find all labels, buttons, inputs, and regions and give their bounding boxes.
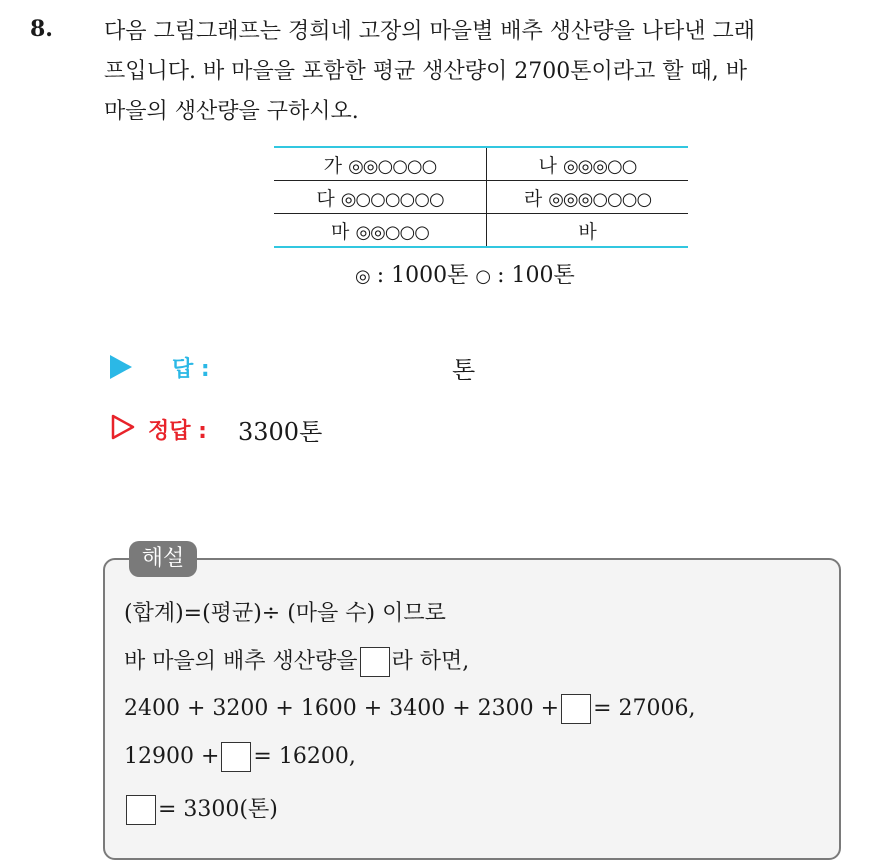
village-name: 바 xyxy=(578,220,597,243)
village-name: 나 xyxy=(538,154,557,177)
graph-row xyxy=(274,181,688,214)
solution-line xyxy=(124,644,469,677)
question-text xyxy=(104,12,864,132)
question-line: 프입니다. 바 마을을 포함한 평균 생산량이 2700톤이라고 할 때, 바 xyxy=(104,59,747,84)
answer-unit: 톤 xyxy=(452,356,476,384)
solution-text: = 27006, xyxy=(593,696,696,721)
solution-line xyxy=(124,742,356,772)
correct-answer-row xyxy=(110,412,410,452)
picture-graph xyxy=(274,146,688,248)
graph-row xyxy=(274,147,688,181)
answer-row xyxy=(110,350,510,390)
correct-answer-value: 3300톤 xyxy=(238,418,323,446)
blank-box xyxy=(360,647,390,677)
graph-cell xyxy=(274,147,487,181)
graph-cell xyxy=(274,181,487,214)
legend-big-value: 1000톤 xyxy=(391,263,469,288)
solution-text: 라 하면, xyxy=(391,649,470,674)
graph-legend xyxy=(355,258,575,289)
symbol-group: ◎◎◎○○○○ xyxy=(548,188,652,210)
blank-box xyxy=(561,694,591,724)
solution-text: = 16200, xyxy=(253,744,356,769)
question-line: 마을의 생산량을 구하시오. xyxy=(104,99,359,124)
correct-answer-label: 정답 : xyxy=(148,419,207,444)
filled-triangle-icon xyxy=(110,355,132,379)
village-name: 라 xyxy=(523,187,543,210)
question-number: 8. xyxy=(30,16,53,42)
graph-cell xyxy=(487,147,689,181)
symbol-group: ◎◎◎○○ xyxy=(562,155,637,177)
symbol-group: ◎◎○○○○ xyxy=(348,155,437,177)
symbol-group: ◎○○○○○○ xyxy=(340,188,444,210)
village-name: 마 xyxy=(331,220,350,243)
solution-line xyxy=(124,694,695,724)
legend-separator: : xyxy=(497,263,505,288)
village-name: 가 xyxy=(323,154,343,177)
answer-label: 답 : xyxy=(172,357,210,382)
solution-line: (합계)=(평균)÷ (마을 수) 이므로 xyxy=(124,601,446,626)
graph-cell xyxy=(487,214,689,248)
question-line: 다음 그림그래프는 경희네 고장의 마을별 배추 생산량을 나타낸 그래 xyxy=(104,19,756,44)
legend-small-value: 100톤 xyxy=(511,263,575,288)
blank-box xyxy=(221,742,251,772)
village-name: 다 xyxy=(316,187,335,210)
graph-row xyxy=(274,214,688,248)
solution-text: 12900 + xyxy=(124,744,220,769)
legend-separator: : xyxy=(376,263,385,288)
blank-box xyxy=(126,795,156,825)
double-circle-icon: ◎ xyxy=(355,266,370,287)
outline-triangle-icon xyxy=(110,414,136,440)
circle-icon: ○ xyxy=(475,266,491,287)
graph-cell xyxy=(274,214,487,248)
solution-text: 2400 + 3200 + 1600 + 3400 + 2300 + xyxy=(124,696,560,721)
graph-cell xyxy=(487,181,689,214)
solution-tab: 해설 xyxy=(129,541,197,577)
solution-text: 바 마을의 배추 생산량을 xyxy=(124,649,358,674)
solution-text: = 3300(톤) xyxy=(158,797,278,822)
symbol-group: ◎◎○○○ xyxy=(355,221,429,243)
solution-line xyxy=(124,792,278,825)
